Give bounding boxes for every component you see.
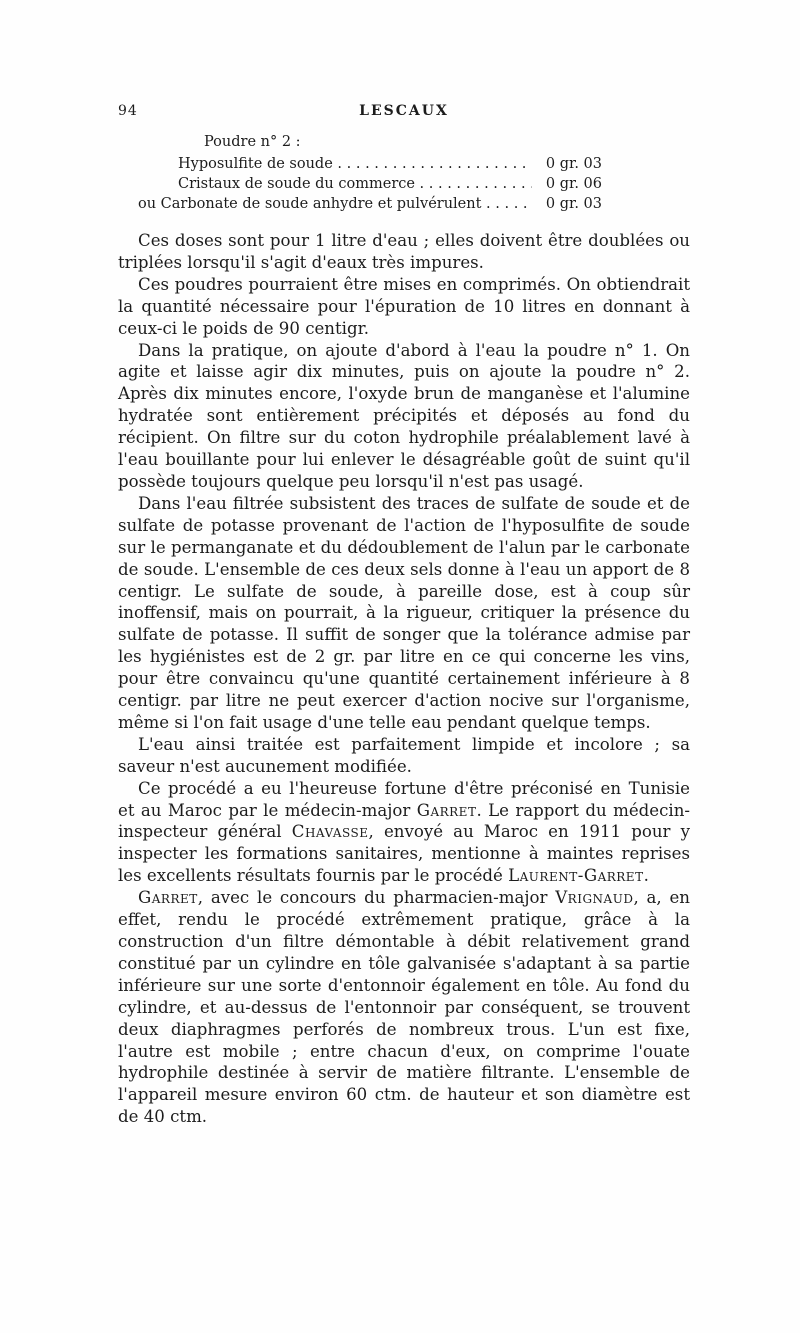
recipe-block [118, 132, 602, 214]
paragraph-procede [118, 778, 690, 888]
running-header [118, 103, 690, 125]
body-text [118, 230, 690, 1128]
text-run: , envoyé au Maroc en 1911 pour y inspecter les formations sanitaires, mentionne à maintes reprises les excellents résultats fournis par le procédé [118, 822, 690, 886]
person-name: Chavasse [291, 822, 369, 842]
ingredient-line [118, 154, 602, 174]
paragraph-doses: Ces doses sont pour 1 litre d'eau ; elles doivent être doublées ou triplées lorsqu'il s'agit d'eaux très impures. [118, 231, 690, 272]
paragraph-sulfates: Dans l'eau filtrée subsistent des traces de sulfate de soude et de sulfate de potasse provenant de l'action de l'hyposulfite de soude sur le permanganate et du dédoublement de l'alun par le carbonate de soude. L'ensemble de ces deux sels donne à l'eau un apport de 8 centigr. Le sulfate de soude, à pareille dose, est à coup sûr inoffensif, mais on pourrait, à la rigueur, critiquer la présence du sulfate de potasse. Il suffit de songer que la tolérance admise par les hygiénistes est de 2 gr. par litre en ce qui concerne les vins, pour être convaincu qu'une quantité certainement inférieure à 8 centigr. par litre ne peut exercer d'action nocive sur l'organisme, même si l'on fait usage d'une telle eau pendant quelque temps. [118, 493, 690, 732]
ingredient-quantity: 0 gr. 03 [532, 194, 602, 214]
page-number: 94 [118, 103, 138, 119]
running-title: LESCAUX [359, 103, 449, 119]
person-name: Laurent-Garret [508, 866, 644, 886]
ingredient-name: Hyposulfite de soude . . . [178, 154, 532, 174]
ingredient-line [118, 194, 602, 214]
person-name: Garret [138, 888, 198, 908]
paragraph-comprimes: Ces poudres pourraient être mises en comprimés. On obtiendrait la quantité nécessaire pour l'épuration de 10 litres en donnant à ceux-ci le poids de 90 centigr. [118, 274, 690, 338]
text-run: . Le rapport du médecin-inspecteur général [118, 800, 690, 842]
text-run: , a, en effet, rendu le procédé extrêmement pratique, grâce à la construction d'un filtre démontable à débit relativement grand constitué par un cylindre en tôle galvanisée s'adaptant à sa partie inférieure sur une sorte d'entonnoir également en tôle. Au fond du cylindre, et au-dessus de l'entonnoir par conséquent, se trouvent deux diaphragmes perforés de nombreux trous. L'un est fixe, l'autre est mobile ; entre chacun d'eux, on comprime l'ouate hydrophile destinée à servir de matière filtrante. L'ensemble de l'appareil mesure environ 60 ctm. de hauteur et son diamètre est de 40 ctm. [118, 888, 690, 1127]
ingredient-name: Cristaux de soude du commerce . . . [178, 174, 532, 194]
text-run: . [643, 866, 649, 886]
person-name: Vrignaud [555, 888, 634, 908]
ingredient-name: ou Carbonate de soude anhydre et pulvérulent . . . [138, 194, 532, 214]
text-run: , avec le concours du pharmacien-major [197, 888, 556, 908]
text-run: Ce procédé a eu l'heureuse fortune d'être préconisé en Tunisie et au Maroc par le médecin-major [118, 778, 690, 820]
recipe-title: Poudre n° 2 : [204, 134, 301, 150]
paragraph-filtre [118, 887, 690, 1128]
person-name: Garret [416, 800, 477, 820]
ingredient-quantity: 0 gr. 03 [532, 154, 602, 174]
paragraph-pratique: Dans la pratique, on ajoute d'abord à l'eau la poudre n° 1. On agite et laisse agir dix minutes, puis on ajoute la poudre n° 2. Après dix minutes encore, l'oxyde brun de manganèse et l'alumine hydratée sont entièrement précipités et déposés au fond du récipient. On filtre sur du coton hydrophile préalablement lavé à l'eau bouillante pour lui enlever le désagréable goût de suint qu'il possède toujours quelque peu lorsqu'il n'est pas usagé. [118, 340, 690, 491]
ingredient-line [118, 174, 602, 194]
ingredient-quantity: 0 gr. 06 [532, 174, 602, 194]
paragraph-eau-traitee: L'eau ainsi traitée est parfaitement limpide et incolore ; sa saveur n'est aucunement modifiée. [118, 734, 690, 776]
